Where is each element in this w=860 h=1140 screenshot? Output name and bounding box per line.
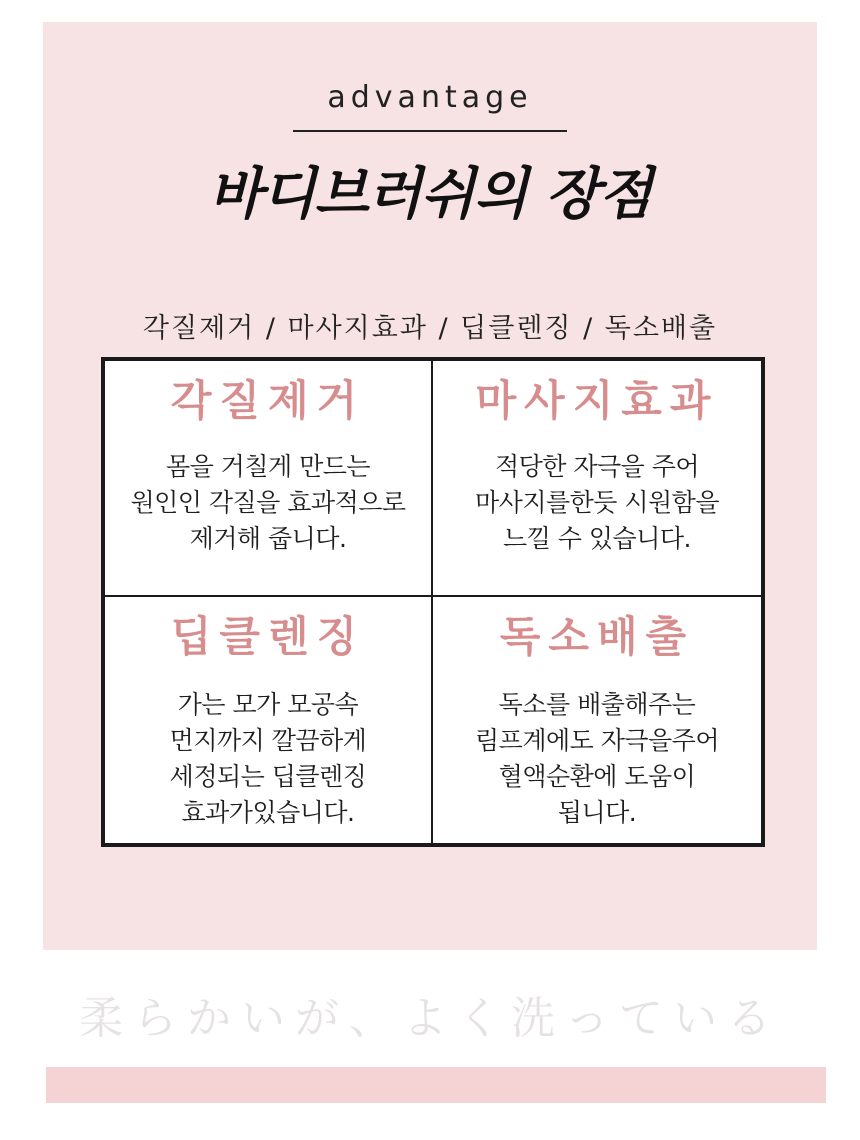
advantage-cell-deep-cleansing — [105, 597, 433, 843]
bottom-accent-bar — [46, 1067, 826, 1103]
page-title: 바디브러쉬의 장점 — [208, 162, 652, 227]
advantage-description — [433, 687, 761, 831]
description-line: 원인인 각질을 효과적으로 — [130, 488, 406, 517]
advantage-description — [105, 449, 431, 557]
advantage-cell-detox — [433, 597, 761, 843]
advantage-title: 마사지효과 — [475, 376, 719, 425]
description-line: 됩니다. — [557, 798, 637, 827]
description-line: 몸을 거칠게 만드는 — [165, 452, 371, 481]
advantage-description — [433, 449, 761, 557]
description-line: 느낄 수 있습니다. — [503, 524, 691, 553]
advantage-title: 딥클렌징 — [170, 612, 366, 661]
description-line: 세정되는 딥클렌징 — [169, 762, 367, 791]
advantage-cell-exfoliation — [105, 361, 433, 597]
description-line: 제거해 줍니다. — [189, 524, 347, 553]
description-line: 적당한 자극을 주어 — [494, 452, 700, 481]
description-line: 마사지를한듯 시원함을 — [475, 488, 719, 517]
description-line: 먼지까지 깔끔하게 — [169, 726, 367, 755]
advantage-title: 각질제거 — [170, 376, 366, 425]
subtitle-underline — [293, 130, 567, 132]
description-line: 독소를 배출해주는 — [498, 690, 696, 719]
advantage-description — [105, 687, 431, 831]
description-line: 효과가있습니다. — [181, 798, 355, 827]
description-line: 혈액순환에 도움이 — [498, 762, 696, 791]
keywords-line: 각질제거 / 마사지효과 / 딥클렌징 / 독소배출 — [142, 313, 718, 344]
description-line: 림프계에도 자극을주어 — [475, 726, 719, 755]
advantage-cell-massage — [433, 361, 761, 597]
japanese-tagline: 柔らかいが、よく洗っている — [79, 993, 781, 1044]
advantage-title: 독소배출 — [499, 612, 695, 661]
advantages-grid — [101, 357, 765, 847]
section-subtitle: advantage — [327, 80, 533, 115]
description-line: 가는 모가 모공속 — [177, 690, 359, 719]
